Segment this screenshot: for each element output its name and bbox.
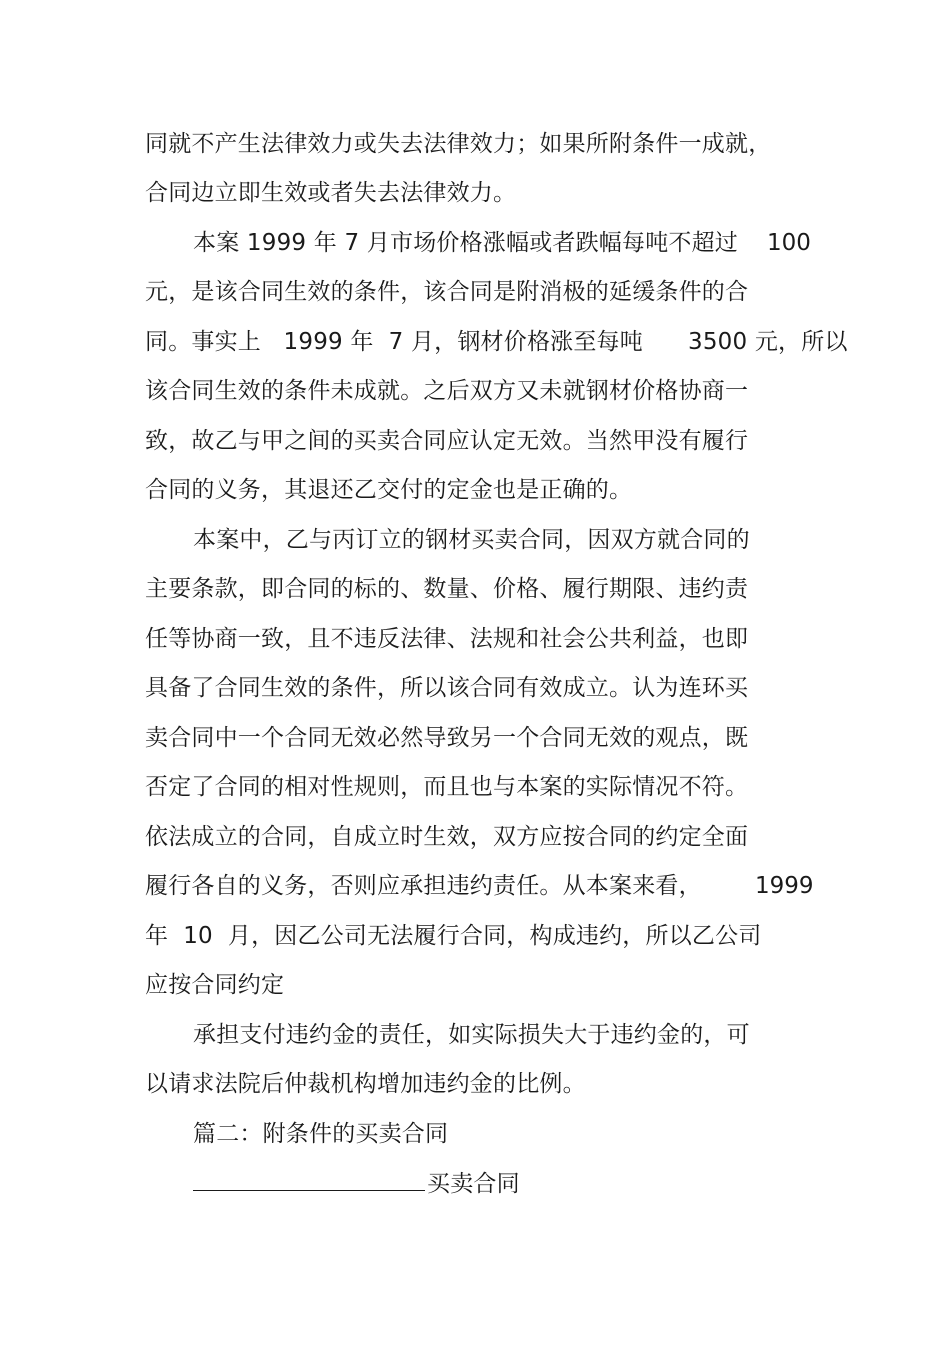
paragraph-2-line-2: 元，是该合同生效的条件，该合同是附消极的延缓条件的合 <box>145 279 749 305</box>
contract-title: 买卖合同 <box>427 1171 520 1197</box>
paragraph-3-line-2: 主要条款，即合同的标的、数量、价格、履行期限、违约责 <box>145 576 749 602</box>
paragraph-3-line-5: 卖合同中一个合同无效必然导致另一个合同无效的观点，既 <box>145 725 749 751</box>
section-heading: 篇二：附条件的买卖合同 <box>193 1121 449 1147</box>
paragraph-3-line-10: 应按合同约定 <box>145 972 285 998</box>
paragraph-2-line-6: 合同的义务，其退还乙交付的定金也是正确的。 <box>145 477 633 503</box>
paragraph-4-line-2: 以请求法院后仲裁机构增加违约金的比例。 <box>145 1071 586 1097</box>
paragraph-2-line-5: 致，故乙与甲之间的买卖合同应认定无效。当然甲没有履行 <box>145 428 749 454</box>
paragraph-3-line-4: 具备了合同生效的条件，所以该合同有效成立。认为连环买 <box>145 675 749 701</box>
paragraph-2-line-1-number: 100 <box>767 230 811 256</box>
paragraph-3-line-6: 否定了合同的相对性规则，而且也与本案的实际情况不符。 <box>145 774 749 800</box>
paragraph-2-line-4: 该合同生效的条件未成就。之后双方又未就钢材价格协商一 <box>145 378 749 404</box>
paragraph-3-line-7: 依法成立的合同，自成立时生效，双方应按合同的约定全面 <box>145 824 749 850</box>
paragraph-3-line-3: 任等协商一致，且不违反法律、法规和社会公共利益，也即 <box>145 626 749 652</box>
paragraph-2-line-1: 本案 1999 年 7 月市场价格涨幅或者跌幅每吨不超过 <box>193 230 739 256</box>
paragraph-3-line-8-number: 1999 <box>755 873 814 899</box>
paragraph-3-line-8: 履行各自的义务，否则应承担违约责任。从本案来看， <box>145 873 702 899</box>
paragraph-3-line-1: 本案中，乙与丙订立的钢材买卖合同，因双方就合同的 <box>193 527 750 553</box>
contract-name-blank <box>193 1168 425 1191</box>
contract-title-line <box>193 1168 520 1199</box>
paragraph-2-line-3: 同。事实上 1999 年 7 月，钢材价格涨至每吨 3500 元，所以 <box>145 329 848 355</box>
paragraph-3-line-9: 年 10 月，因乙公司无法履行合同，构成违约，所以乙公司 <box>145 923 762 949</box>
paragraph-1-line-2: 合同边立即生效或者失去法律效力。 <box>145 180 517 206</box>
paragraph-1-line-1: 同就不产生法律效力或失去法律效力；如果所附条件一成就， <box>145 131 772 157</box>
paragraph-4-line-1: 承担支付违约金的责任，如实际损失大于违约金的，可 <box>193 1022 750 1048</box>
